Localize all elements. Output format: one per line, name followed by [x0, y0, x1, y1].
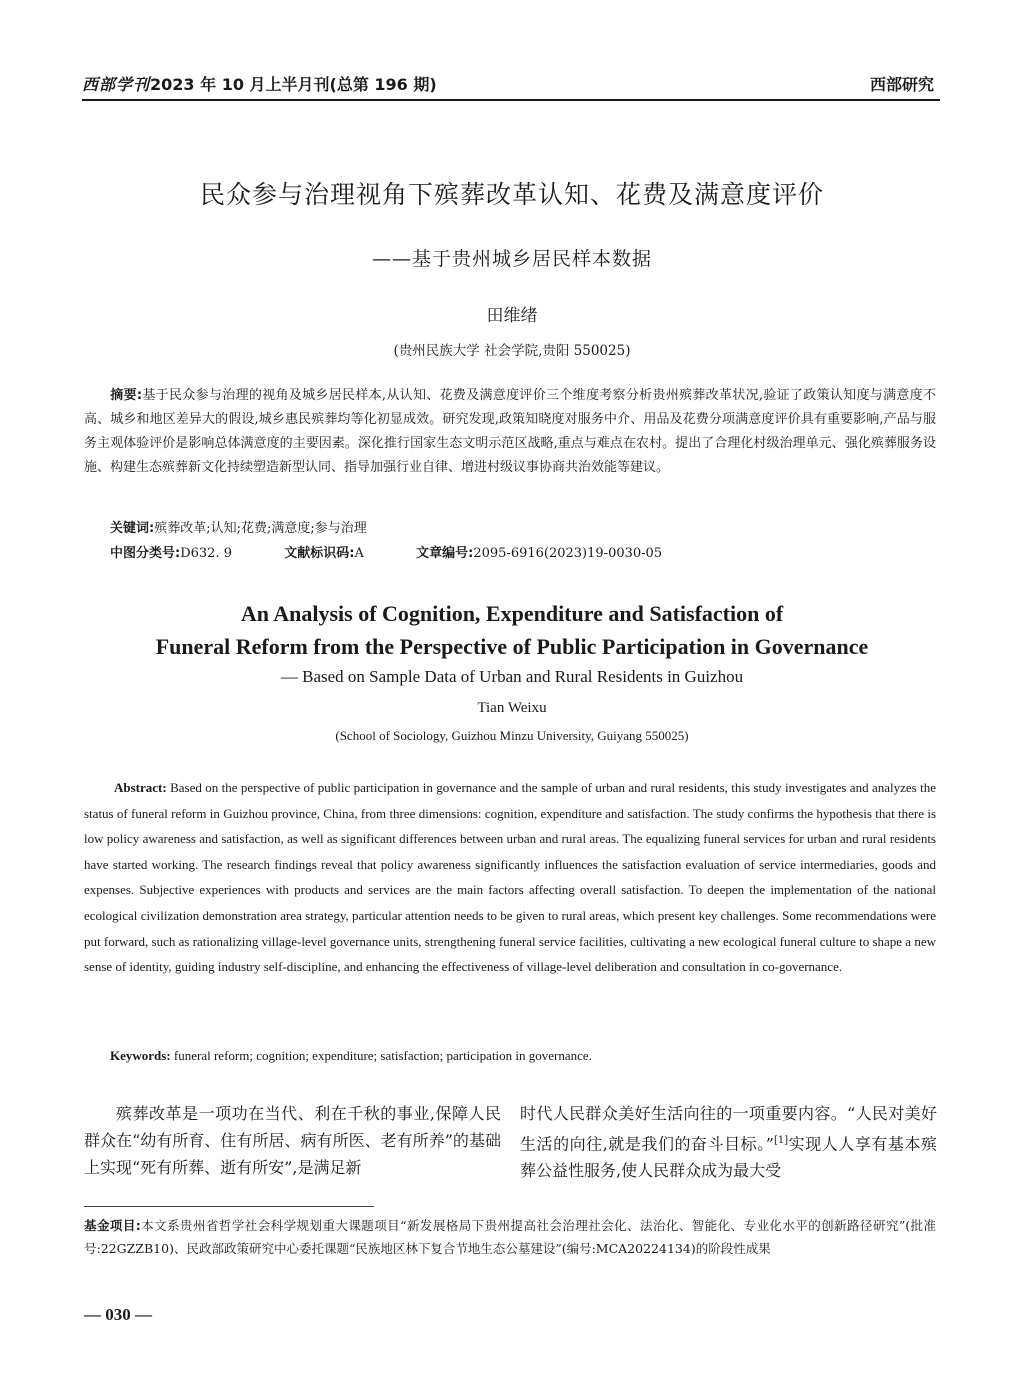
- en-abstract-text: Based on the perspective of public participation in governance and the sample of urban and rural residents, this study investigates and analyzes the status of funeral reform in Guizhou province, China, from three dimensions: cognition, expenditure and satisfaction. The study confirms the hypothesis that there is low policy awareness and satisfaction, as well as significant differences between urban and rural areas. The equalizing funeral services for urban and rural residents have started working. The research findings reveal that policy awareness significantly influences the satisfaction evaluation of service intermediaries, goods and expenses. Subjective experiences with products and services are the main factors affecting overall satisfaction. To deepen the implementation of the national ecological civilization demonstration area strategy, particular attention needs to be given to rural areas, which present key challenges. Some recommendations were put forward, such as rationalizing village-level governance units, strengthening funeral service facilities, cultivating a new ecological funeral culture to shape a new sense of identity, guiding industry self-discipline, and enhancing the effectiveness of village-level deliberation and consultation in co-governance.: [84, 780, 936, 975]
- zh-abstract-label: 摘要:: [110, 388, 143, 403]
- journal-logo: 西部学刊: [82, 75, 151, 94]
- section-name: 西部研究: [869, 75, 934, 94]
- zh-keywords-label: 关键词:: [110, 521, 155, 536]
- issue-info: 2023 年 10 月上半月刊(总第 196 期): [150, 75, 437, 94]
- footnote-rule: [84, 1206, 374, 1207]
- body-right-text-b: 实现人人享有基本殡葬公益性服务,使人民群众成为最大受: [520, 1134, 937, 1181]
- article-no-value: 2095-6916(2023)19-0030-05: [473, 546, 663, 561]
- en-keywords: [110, 1048, 592, 1064]
- zh-classification: [110, 542, 662, 561]
- journal-header: [82, 72, 437, 95]
- en-keywords-label: Keywords:: [110, 1048, 171, 1063]
- page-number: — 030 —: [84, 1305, 152, 1324]
- footnote-text: 本文系贵州省哲学社会科学规划重大课题项目“新发展格局下贵州提高社会治理社会化、法治化、智能化、专业化水平的创新路径研究”(批准号:22GZZB10)、民政部政策研究中心委托课题“民族地区林下复合节地生态公墓建设”(编号:MCA20224134)的阶段性成果: [84, 1218, 936, 1256]
- en-affiliation: (School of Sociology, Guizhou Minzu University, Guiyang 550025): [335, 728, 689, 743]
- clc-value: D632. 9: [180, 546, 232, 561]
- en-author: Tian Weixu: [477, 700, 547, 716]
- zh-keywords-text: 殡葬改革;认知;花费;满意度;参与治理: [154, 521, 367, 536]
- doc-code-label: 文献标识码:: [284, 546, 355, 561]
- en-abstract: [84, 775, 936, 980]
- body-right-text-a: 时代人民群众美好生活向往的一项重要内容。“人民对美好生活的向往,就是我们的奋斗目标。”: [520, 1104, 937, 1154]
- footnote: [84, 1214, 936, 1260]
- zh-abstract-text: 基于民众参与治理的视角及城乡居民样本,从认知、花费及满意度评价三个维度考察分析贵州殡葬改革状况,验证了政策认知度与满意度不高、城乡和地区差异大的假设,城乡惠民殡葬均等化初显成效。研究发现,政策知晓度对服务中介、用品及花费分项满意度评价具有重要影响,产品与服务主观体验评价是影响总体满意度的主要因素。深化推行国家生态文明示范区战略,重点与难点在农村。提出了合理化村级治理单元、强化殡葬服务设施、构建生态殡葬新文化持续塑造新型认同、指导加强行业自律、增进村级议事协商共治效能等建议。: [84, 388, 937, 475]
- doc-code-value: A: [354, 546, 364, 561]
- article-no-label: 文章编号:: [416, 546, 474, 561]
- citation-ref: [1]: [773, 1135, 789, 1146]
- zh-abstract: [84, 384, 936, 480]
- en-title: [0, 597, 1024, 663]
- en-subtitle: — Based on Sample Data of Urban and Rural Residents in Guizhou: [280, 667, 744, 686]
- body-right-column: [520, 1100, 937, 1184]
- body-left-column: 殡葬改革是一项功在当代、利在千秋的事业,保障人民群众在“幼有所育、住有所居、病有所医、老有所养”的基础上实现“死有所葬、逝有所安”,是满足新: [84, 1104, 501, 1177]
- zh-subtitle: ——基于贵州城乡居民样本数据: [371, 248, 652, 270]
- header-rule: [82, 99, 940, 101]
- en-abstract-label: Abstract:: [114, 780, 167, 795]
- zh-title: 民众参与治理视角下殡葬改革认知、花费及满意度评价: [199, 180, 824, 209]
- zh-keywords: [110, 517, 367, 536]
- en-title-line2: Funeral Reform from the Perspective of Public Participation in Governance: [155, 634, 869, 659]
- footnote-label: 基金项目:: [84, 1218, 141, 1233]
- en-keywords-text: funeral reform; cognition; expenditure; satisfaction; participation in governance.: [173, 1048, 592, 1063]
- clc-label: 中图分类号:: [110, 546, 181, 561]
- en-title-line1: An Analysis of Cognition, Expenditure and Satisfaction of: [240, 601, 784, 626]
- zh-affiliation: (贵州民族大学 社会学院,贵阳 550025): [393, 343, 631, 359]
- zh-author: 田维绪: [486, 306, 538, 326]
